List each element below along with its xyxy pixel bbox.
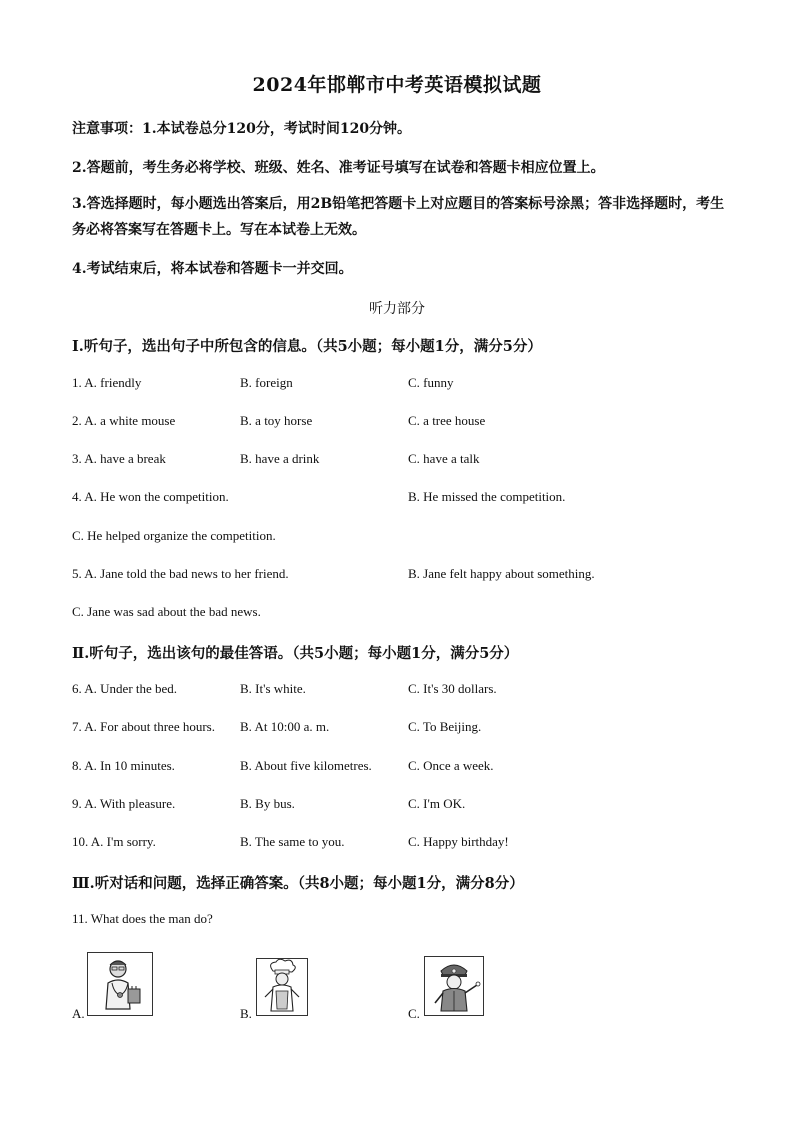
notice-4: 4.考试结束后，将本试卷和答题卡一并交回。 bbox=[72, 261, 353, 277]
q2-option-a: 2. A. a white mouse bbox=[72, 413, 176, 428]
q4-option-a: 4. A. He won the competition. bbox=[72, 489, 229, 504]
q2-option-b: B. a toy horse bbox=[240, 413, 313, 428]
q5-option-a: 5. A. Jane told the bad news to her friend. bbox=[72, 566, 289, 581]
part2-heading: Ⅱ.听句子，选出该句的最佳答语。（共5小题；每小题1分，满分5分） bbox=[72, 645, 519, 662]
q10-option-b: B. The same to you. bbox=[240, 834, 345, 849]
q5-option-b: B. Jane felt happy about something. bbox=[408, 566, 595, 581]
q9-option-b: B. By bus. bbox=[240, 796, 295, 811]
q6-option-a: 6. A. Under the bed. bbox=[72, 681, 178, 696]
q11-option-c-label: C. bbox=[408, 1006, 420, 1021]
part1-heading: Ⅰ.听句子，选出句子中所包含的信息。（共5小题；每小题1分，满分5分） bbox=[72, 338, 542, 355]
q4-option-b: B. He missed the competition. bbox=[408, 489, 566, 504]
q5-option-c: C. Jane was sad about the bad news. bbox=[72, 604, 261, 619]
question-1 bbox=[72, 375, 732, 393]
question-7 bbox=[72, 719, 732, 737]
police-officer-picture bbox=[424, 956, 484, 1016]
q1-option-b: B. foreign bbox=[240, 375, 293, 390]
question-9 bbox=[72, 796, 732, 814]
q2-option-c: C. a tree house bbox=[408, 413, 486, 428]
q7-option-b: B. At 10:00 a. m. bbox=[240, 719, 330, 734]
q8-option-b: B. About five kilometres. bbox=[240, 758, 372, 773]
q11-option-b-label: B. bbox=[240, 1006, 252, 1021]
notice-1: 注意事项：1.本试卷总分120分，考试时间120分钟。 bbox=[72, 121, 412, 137]
question-3 bbox=[72, 451, 732, 469]
notice-2: 2.答题前，考生务必将学校、班级、姓名、准考证号填写在试卷和答题卡相应位置上。 bbox=[72, 160, 605, 176]
q7-option-c: C. To Beijing. bbox=[408, 719, 482, 734]
question-2 bbox=[72, 413, 732, 431]
q10-option-a: 10. A. I'm sorry. bbox=[72, 834, 156, 849]
q6-option-c: C. It's 30 dollars. bbox=[408, 681, 497, 696]
q3-option-b: B. have a drink bbox=[240, 451, 320, 466]
question-11: 11. What does the man do? bbox=[72, 911, 213, 926]
question-8 bbox=[72, 758, 732, 776]
question-10 bbox=[72, 834, 732, 852]
q3-option-a: 3. A. have a break bbox=[72, 451, 166, 466]
section-label-listening: 听力部分 bbox=[369, 301, 425, 317]
q3-option-c: C. have a talk bbox=[408, 451, 480, 466]
q1-option-c: C. funny bbox=[408, 375, 454, 390]
q4-option-c: C. He helped organize the competition. bbox=[72, 528, 276, 543]
q11-option-a-label: A. bbox=[72, 1006, 85, 1021]
q8-option-a: 8. A. In 10 minutes. bbox=[72, 758, 175, 773]
q9-option-a: 9. A. With pleasure. bbox=[72, 796, 176, 811]
part3-heading: Ⅲ.听对话和问题，选择正确答案。（共8小题；每小题1分，满分8分） bbox=[72, 875, 524, 892]
page-title: 2024年邯郸市中考英语模拟试题 bbox=[252, 74, 542, 96]
q8-option-c: C. Once a week. bbox=[408, 758, 494, 773]
q1-option-a: 1. A. friendly bbox=[72, 375, 142, 390]
q6-option-b: B. It's white. bbox=[240, 681, 306, 696]
question-4 bbox=[72, 489, 732, 507]
notice-3: 3.答选择题时，每小题选出答案后，用2B铅笔把答题卡上对应题目的答案标号涂黑；答非选择题时，考生务必将答案写在答题卡上。写在本试卷上无效。 bbox=[72, 196, 725, 238]
question-6 bbox=[72, 681, 732, 699]
q7-option-a: 7. A. For about three hours. bbox=[72, 719, 215, 734]
q9-option-c: C. I'm OK. bbox=[408, 796, 466, 811]
doctor-picture bbox=[87, 952, 153, 1016]
question-5 bbox=[72, 566, 732, 584]
chef-picture bbox=[256, 958, 308, 1016]
q10-option-c: C. Happy birthday! bbox=[408, 834, 509, 849]
